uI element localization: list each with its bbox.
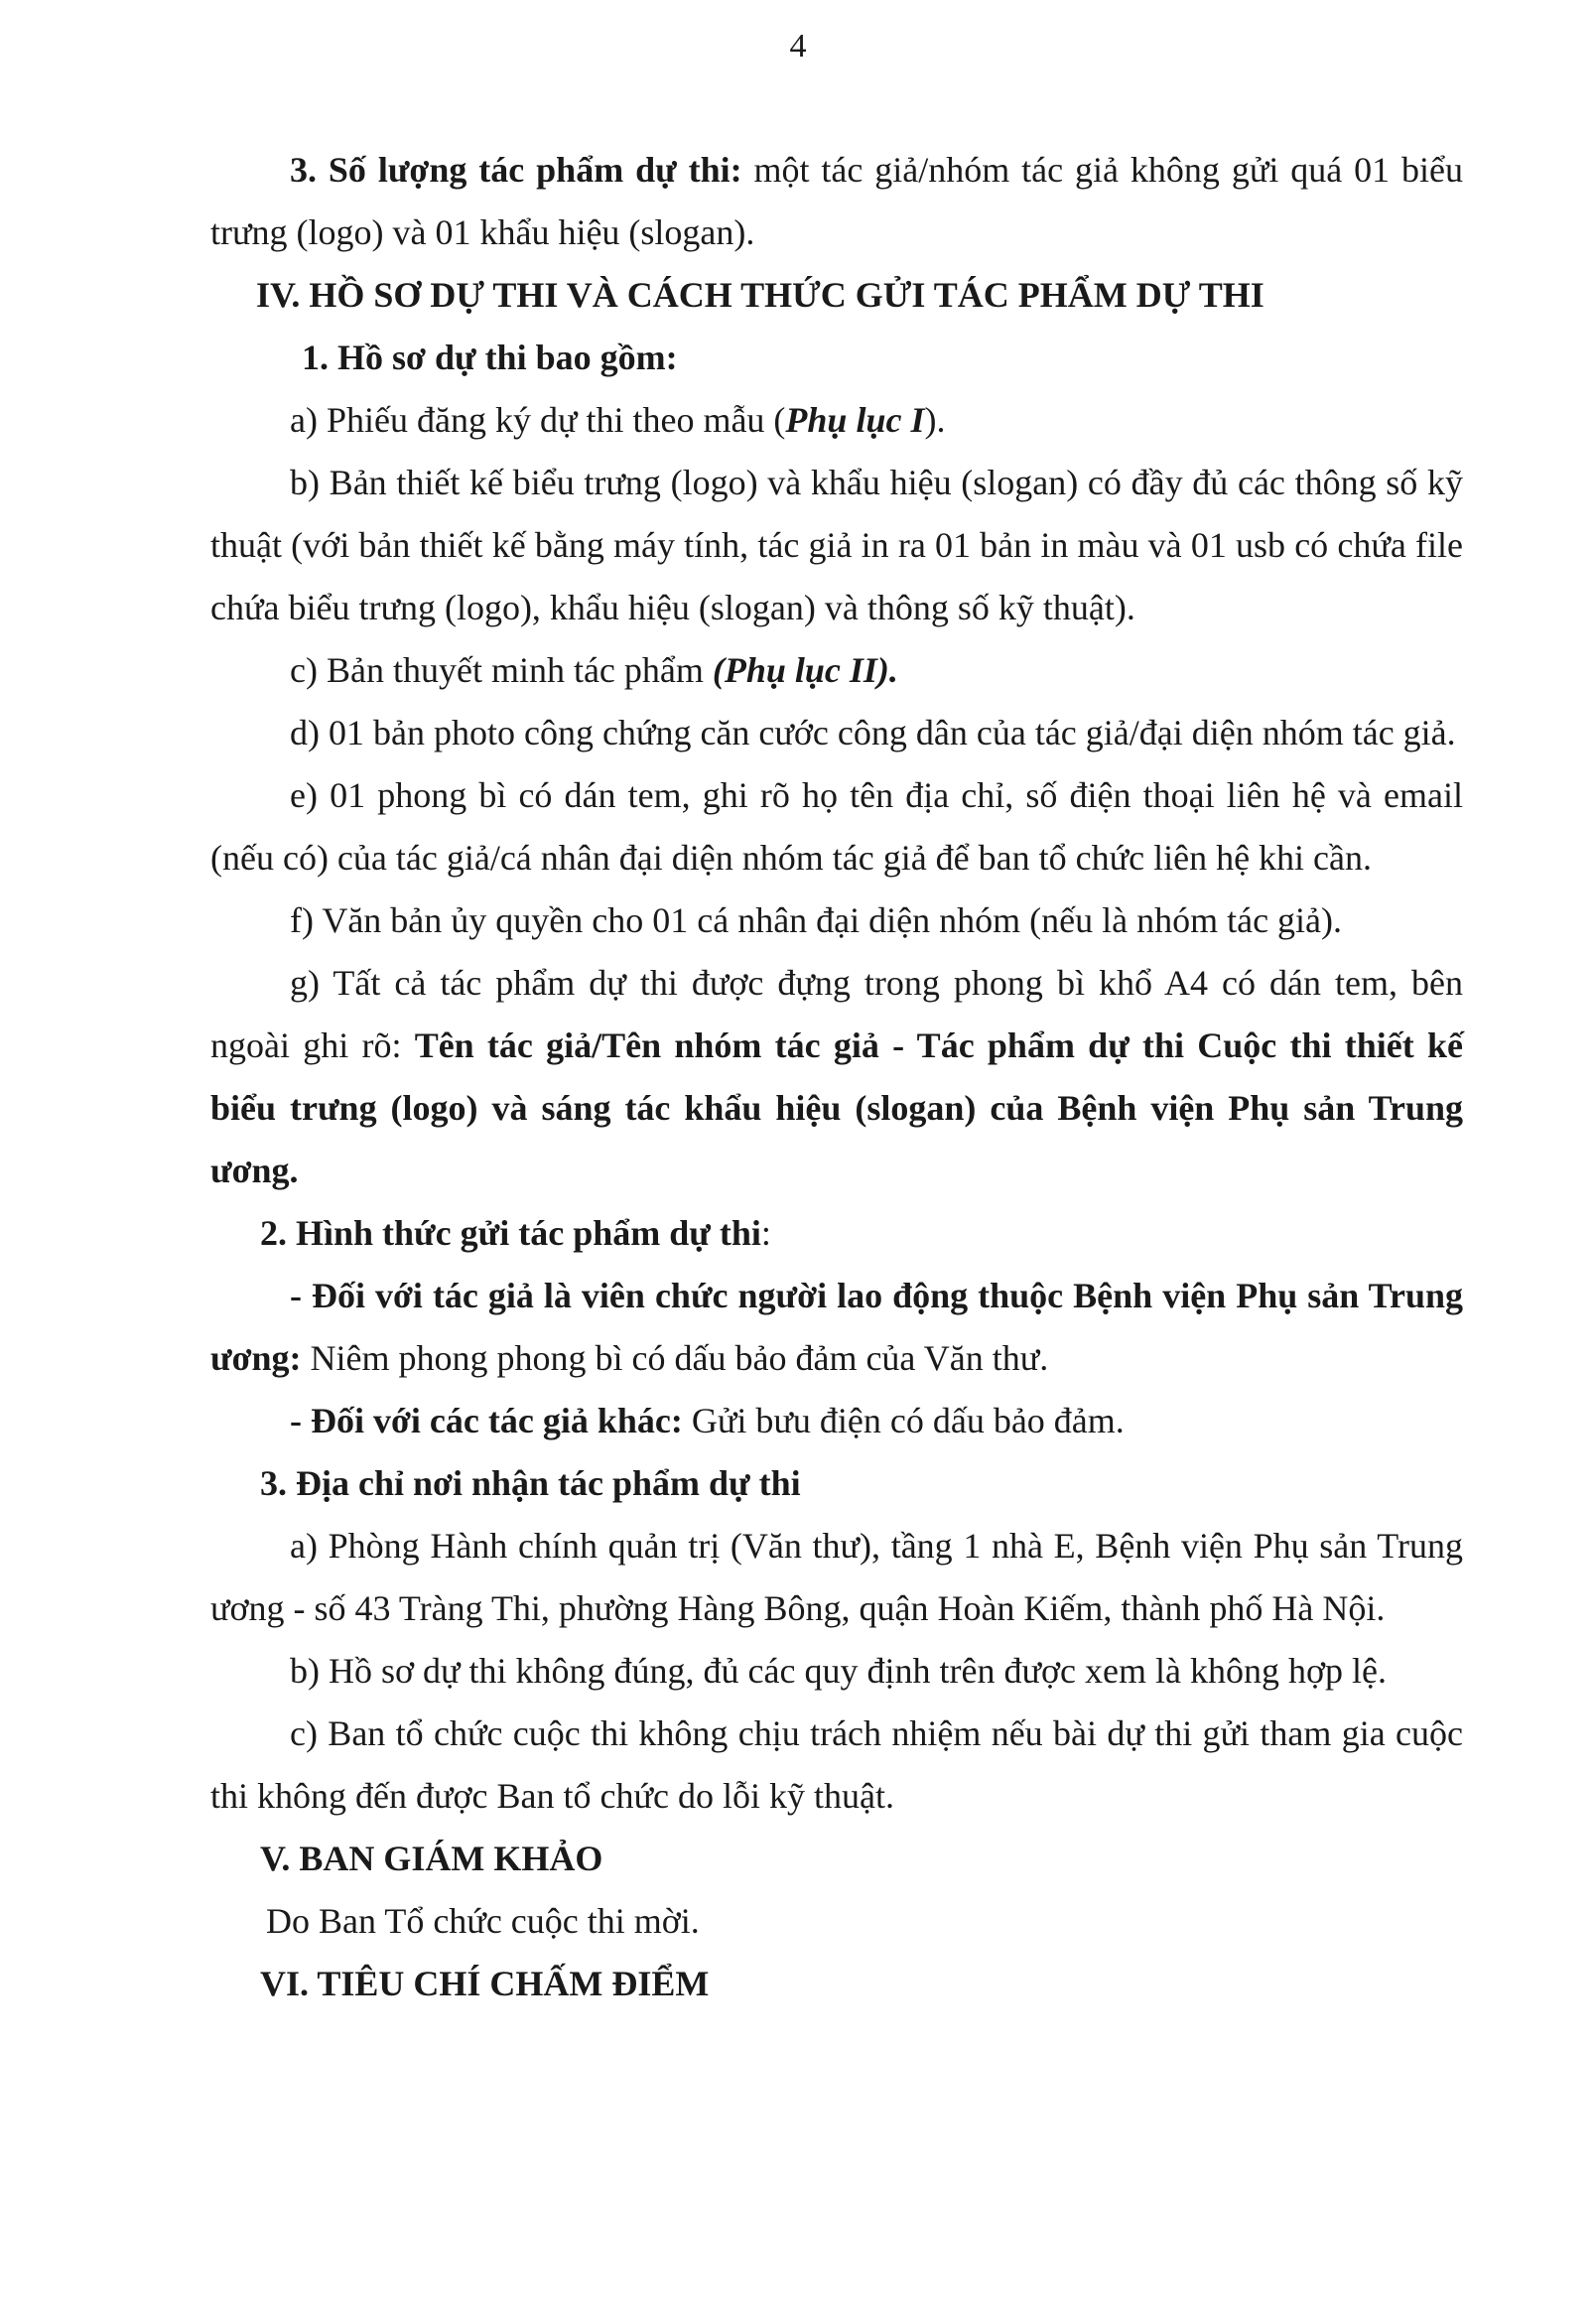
item-a [210, 389, 1463, 452]
item-b: b) Bản thiết kế biểu trưng (logo) và khẩu hiệu (slogan) có đầy đủ các thông số kỹ thuật (với bản thiết kế bằng máy tính, tác giả in ra 01 bản in màu và 01 usb có chứa file chứa biểu trưng (logo), khẩu hiệu (slogan) và thông số kỹ thuật). [210, 463, 1463, 627]
item-f: f) Văn bản ủy quyền cho 01 cá nhân đại diện nhóm (nếu là nhóm tác giả). [290, 900, 1343, 940]
section-4-2-item-2 [210, 1390, 1463, 1452]
section-4-heading: IV. HỒ SƠ DỰ THI VÀ CÁCH THỨC GỬI TÁC PHẨM DỰ THI [256, 275, 1264, 315]
section-4-2-item-2-text: Gửi bưu điện có dấu bảo đảm. [682, 1401, 1125, 1440]
document-body [210, 139, 1463, 2015]
item-g [210, 952, 1463, 1202]
item-c [210, 639, 1463, 702]
page-number: 4 [789, 28, 807, 65]
section-3-quantity-text: một tác giả/nhóm tác giả không gửi quá 01 biểu trưng (logo) và 01 khẩu hiệu (slogan). [210, 150, 1463, 252]
section-4-3-heading: 3. Địa chỉ nơi nhận tác phẩm dự thi [260, 1463, 801, 1503]
item-g-text: g) Tất cả tác phẩm dự thi được đựng trong phong bì khổ A4 có dán tem, bên ngoài ghi rõ: [210, 963, 1463, 1065]
section-4-2-item-1 [210, 1265, 1463, 1390]
section-3-quantity [210, 139, 1463, 264]
section-4-1-heading: 1. Hồ sơ dự thi bao gồm: [302, 338, 678, 377]
section-4-2-item-1-label: - Đối với tác giả là viên chức người lao động thuộc Bệnh viện Phụ sản Trung ương: [210, 1276, 1463, 1378]
section-4-2-heading-colon: : [760, 1213, 771, 1253]
item-a-end: ). [924, 400, 946, 440]
section-4-2-item-1-text: Niêm phong phong bì có dấu bảo đảm của Văn thư. [301, 1338, 1049, 1378]
item-a-ref: Phụ lục I [785, 400, 925, 440]
section-4-2-heading-label: 2. Hình thức gửi tác phẩm dự thi [260, 1213, 761, 1253]
item-c-text: c) Bản thuyết minh tác phẩm [290, 650, 713, 690]
address-a: a) Phòng Hành chính quản trị (Văn thư), tầng 1 nhà E, Bệnh viện Phụ sản Trung ương - số 43 Tràng Thi, phường Hàng Bông, quận Hoàn Kiếm, thành phố Hà Nội. [210, 1526, 1463, 1628]
item-d: d) 01 bản photo công chứng căn cước công dân của tác giả/đại diện nhóm tác giả. [290, 713, 1456, 752]
item-g-bold: Tên tác giả/Tên nhóm tác giả - Tác phẩm dự thi Cuộc thi thiết kế biểu trưng (logo) và sáng tác khẩu hiệu (slogan) của Bệnh viện Phụ sản Trung ương. [210, 1025, 1463, 1190]
section-4-2-heading [210, 1202, 1463, 1265]
item-a-text: a) Phiếu đăng ký dự thi theo mẫu ( [290, 400, 786, 440]
section-5-heading: V. BAN GIÁM KHẢO [260, 1839, 603, 1878]
section-4-2-item-2-label: - Đối với các tác giả khác: [290, 1401, 683, 1440]
address-b: b) Hồ sơ dự thi không đúng, đủ các quy định trên được xem là không hợp lệ. [290, 1651, 1387, 1691]
section-6-heading: VI. TIÊU CHÍ CHẤM ĐIỂM [260, 1964, 710, 2003]
item-e: e) 01 phong bì có dán tem, ghi rõ họ tên địa chỉ, số điện thoại liên hệ và email (nếu có) của tác giả/cá nhân đại diện nhóm tác giả để ban tổ chức liên hệ khi cần. [210, 775, 1463, 878]
item-c-ref: (Phụ lục II). [712, 650, 898, 690]
section-3-quantity-label: 3. Số lượng tác phẩm dự thi: [290, 150, 742, 190]
address-c: c) Ban tổ chức cuộc thi không chịu trách nhiệm nếu bài dự thi gửi tham gia cuộc thi không đến được Ban tổ chức do lỗi kỹ thuật. [210, 1713, 1463, 1816]
section-5-text: Do Ban Tổ chức cuộc thi mời. [266, 1901, 700, 1941]
